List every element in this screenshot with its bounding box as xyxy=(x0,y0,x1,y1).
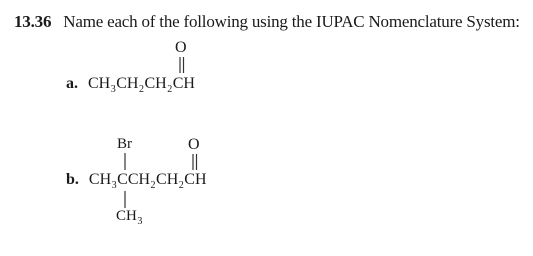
part-b-c4: CH xyxy=(184,171,207,188)
part-a-c1: CH xyxy=(88,75,111,92)
part-a-c3: CH xyxy=(144,75,167,92)
part-b-c3: CH xyxy=(156,171,179,188)
part-b-carbonyl-oxygen: O xyxy=(188,136,200,153)
part-b-methyl-group xyxy=(116,208,143,225)
part-b-label: b. xyxy=(66,171,79,188)
question-number: 13.36 xyxy=(14,12,52,31)
part-b-c1: CH xyxy=(88,171,112,188)
part-a-sub1: 3 xyxy=(110,84,116,95)
question-prompt: Name each of the following using the IUPAC Nomenclature System: xyxy=(63,12,520,31)
part-b-sub2: 2 xyxy=(150,180,156,191)
part-a-c2: CH xyxy=(116,75,139,92)
part-a-sub2: 2 xyxy=(138,84,144,95)
part-b-bromine: Br xyxy=(117,136,132,152)
part-b-sub1: 3 xyxy=(111,180,117,191)
part-a-sub3: 2 xyxy=(167,84,173,95)
part-b-double-bond xyxy=(189,153,201,171)
part-a-carbonyl-oxygen: O xyxy=(175,39,187,56)
part-a-c4: CH xyxy=(172,75,195,92)
question-header xyxy=(14,12,520,32)
part-b-methyl-ch: CH xyxy=(116,208,137,224)
part-a-label: a. xyxy=(66,75,78,92)
part-b-methyl-sub: 3 xyxy=(137,216,143,227)
part-b-c2: CCH xyxy=(117,171,151,188)
part-b-methyl-bond xyxy=(121,190,129,208)
part-b-bromine-bond xyxy=(121,153,129,171)
part-a-formula xyxy=(66,75,195,93)
part-a-double-bond xyxy=(176,56,188,74)
part-b-sub3: 2 xyxy=(178,180,184,191)
part-b-formula xyxy=(66,171,207,189)
